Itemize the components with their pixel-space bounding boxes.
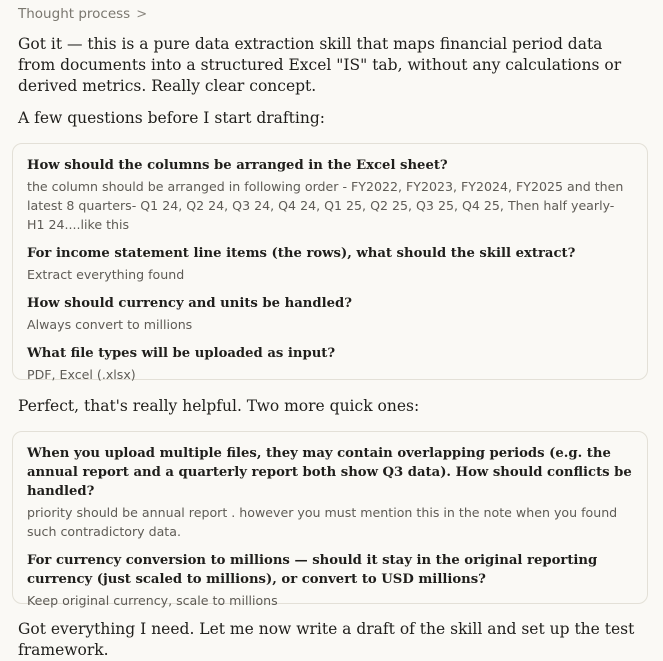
intro-paragraph: Got it — this is a pure data extraction skill that maps financial period data from documents into a structured Excel "IS" tab, without any calculations or derived metrics. Really clear concept. (18, 35, 622, 95)
question-text: What file types will be uploaded as input? (27, 346, 336, 361)
answer-text: the column should be arranged in following order - FY2022, FY2023, FY2024, FY2025 and then latest 8 quarters- Q1 24, Q2 24, Q3 24, Q4 24, Q1 25, Q2 25, Q3 25, Q4 25, Then half yearly- H1 24....like this (27, 179, 624, 232)
answer-text: Always convert to millions (27, 317, 193, 332)
answer-text: PDF, Excel (.xlsx) (27, 367, 136, 382)
followup-lead: Perfect, that's really helpful. Two more quick ones: (18, 397, 420, 415)
question-text: For income statement line items (the rows), what should the skill extract? (27, 246, 576, 261)
answer-text: priority should be annual report . however you must mention this in the note when you found such contradictory data. (27, 505, 618, 539)
questions-card-1 (12, 143, 648, 380)
questions-lead: A few questions before I start drafting: (18, 109, 325, 127)
thought-process-toggle[interactable] (18, 6, 147, 22)
chevron-right-icon: > (136, 6, 148, 22)
question-text: For currency conversion to millions — should it stay in the original reporting currency (just scaled to millions), or convert to USD millions? (27, 553, 598, 587)
thought-process-label: Thought process (18, 6, 131, 22)
answer-text: Extract everything found (27, 267, 185, 282)
question-text: How should currency and units be handled? (27, 296, 352, 311)
question-text: When you upload multiple files, they may contain overlapping periods (e.g. the annual report and a quarterly report both show Q3 data). How should conflicts be handled? (27, 446, 632, 499)
questions-card-2 (12, 431, 648, 608)
question-text: How should the columns be arranged in the Excel sheet? (27, 158, 448, 173)
answer-text: Keep original currency, scale to millions (27, 593, 278, 608)
closing-paragraph: Got everything I need. Let me now write a draft of the skill and set up the test framework. (18, 620, 635, 659)
